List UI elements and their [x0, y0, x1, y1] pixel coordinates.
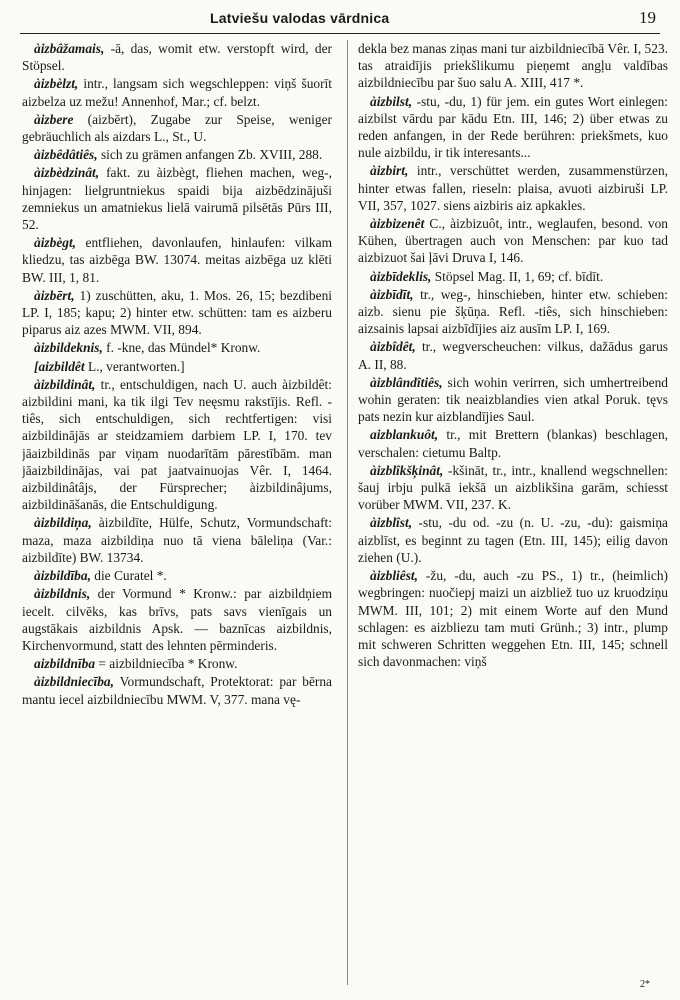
entry-headword: àizbizenêt	[370, 216, 425, 232]
entry-definition: -stu, -du, 1) für jem. ein gutes Wort einlegen: aizbilst vārdu par kādu Etn. III, 146; 2) über etwas zu reden anfangen, in der Rede berühren: priekšmets, kuo nule aizbildu, ir tik interesants...	[358, 93, 668, 161]
entry-headword: àizblîst,	[370, 515, 413, 531]
dictionary-entry	[22, 234, 332, 286]
entry-headword: àizbildinât,	[34, 376, 96, 392]
entry-definition: entfliehen, davonlaufen, hinlaufen: vilkam kliedzu, tas aizbēga BW. 13074. meitas aizbēga uz klēti BW. III, 1, 81.	[22, 235, 332, 285]
entry-headword: àizbīdeklis,	[370, 268, 432, 284]
entry-headword: àizbègt,	[34, 235, 77, 251]
dictionary-entry	[22, 514, 332, 566]
entry-definition: tr., mit Brettern (blankas) beschlagen, verschalen: cietumu Baltp.	[358, 427, 668, 460]
entry-definition: -kšināt, tr., intr., knallend wegschnellen: šauj irbju pulkā iekšā un aizblikšina garām, schiesst vorüber MWM. VII, 237. K.	[358, 462, 668, 513]
entry-definition: -ā, das, womit etw. verstopft wird, der Stöpsel.	[22, 41, 332, 74]
entry-definition: der Vormund * Kronw.: par aizbildņiem iecelt. cilvēks, kas brīvs, pats savs vienīgais un augstākais aizbildnis Apsk. — baznīcas aizbildnis, Kirchenvormund, statt des lehnten pērminderis.	[22, 586, 332, 653]
dictionary-entry	[22, 339, 332, 356]
dictionary-entry	[22, 673, 332, 707]
entry-headword: àizbildība,	[34, 568, 91, 584]
entry-definition: tr., wegverscheuchen: vilkus, dažādus garus A. II, 88.	[358, 339, 668, 372]
dictionary-entry	[22, 655, 332, 672]
entry-headword: àizbliêst,	[370, 568, 418, 584]
left-column	[22, 40, 332, 985]
dictionary-entry	[358, 567, 668, 670]
entry-headword: àizbērt,	[34, 287, 75, 303]
entry-definition: 1) zuschütten, aku, 1. Mos. 26, 15; bezdibeni LP. I, 185; kapu; 2) hinter etw. schütten: tam es aizberu piparus aiz azes MWM. VII, 894.	[22, 287, 332, 338]
entry-headword: àizbildnis,	[34, 586, 91, 602]
signature-mark: 2*	[640, 979, 650, 990]
entry-headword: àizblândîtiês,	[370, 374, 443, 390]
dictionary-entry	[22, 75, 332, 109]
dictionary-entry	[22, 146, 332, 163]
entry-definition: L., verantworten.]	[84, 358, 185, 374]
entry-definition: tr., weg-, hinschieben, hinter etw. schieben: aizb. sienu pie šķūņa. Refl. -tiês, sich hinschieben: aizsainis lapsai aizbīdījies aiz ausīm LP. I, 169.	[358, 286, 668, 337]
entry-headword: àizbildniecība,	[34, 674, 114, 690]
dictionary-entry	[22, 376, 332, 514]
entry-definition: -žu, -du, auch -zu PS., 1) tr., (heimlich) wegbringen: nuočiepj maizi un aizbliež tuo uz kruodziņu MWM. III, 101; 2) mit einem Worte auf den Mund schlagen: es aizbliezu tam muti Grünh.; 3) intr., plump mit schweren Schritten weggehen Etn. III, 145; schnell sich davonmachen: viņš	[358, 568, 668, 670]
entry-definition: C., àizbizuôt, intr., weglaufen, besond. von Kühen, übertragen auch von Menschen: par kuo tad aizbizuot šai ļāvi Druva I, 146.	[358, 216, 668, 266]
entry-definition: intr., verschüttet werden, zusammenstürzen, hinter etwas fallen, rieseln: plaisa, avuoti aizbiruši LP. VII, 357, 1027. siens aizbiris aiz apkakles.	[358, 163, 668, 213]
entry-headword: àizbilst,	[370, 93, 413, 109]
entry-headword: àizbere	[34, 111, 74, 127]
dictionary-entry	[22, 585, 332, 654]
entry-definition: die Curatel *.	[90, 568, 167, 584]
entry-definition: -stu, -du od. -zu (n. U. -zu, -du): gaismiņa aizblīst, es beginnt zu tagen (Etn. III, 145); eilig davon ziehen (U.).	[358, 515, 668, 565]
entry-definition: (aizbērt), Zugabe zur Speise, weniger gebräuchlich als aizdars L., St., U.	[22, 111, 332, 145]
entry-definition: Vormundschaft, Protektorat: par bērna mantu iecel aizbildniecību MWM. V, 377. mana vę-	[22, 674, 332, 707]
entry-headword: àizbîdêt,	[370, 339, 416, 355]
page-header	[0, 6, 680, 32]
dictionary-entry	[358, 286, 668, 338]
dictionary-entry	[358, 462, 668, 514]
entry-definition: dekla bez manas ziņas mani tur aizbildniecībā Vêr. I, 523. tas atraidījis priekšlikumu pieņemt angļu valdības aizbildniecību par šuo salu A. XIII, 417 *.	[358, 41, 668, 91]
entry-definition: Stöpsel Mag. II, 1, 69; cf. bīdīt.	[431, 268, 604, 284]
entry-headword: àizbêdâtiês,	[34, 147, 98, 163]
entry-headword: aizbildnība	[34, 656, 96, 672]
entry-definition: intr., langsam sich wegschleppen: viņš šuorīt aizbelza uz mežu! Annenhof, Mar.; cf. belzt.	[22, 76, 332, 109]
entry-headword: àizbâžamais,	[34, 41, 105, 56]
dictionary-entry	[22, 287, 332, 339]
entry-headword: àizbèlzt,	[34, 76, 79, 92]
entry-headword: [aizbildêt	[34, 358, 85, 374]
entry-headword: àizbildiņa,	[34, 515, 92, 531]
dictionary-entry	[358, 215, 668, 267]
header-rule	[20, 33, 660, 34]
entry-definition: àizbildīte, Hülfe, Schutz, Vormundschaft: maza, maza aizbildiņa nuo tā viena bāleliņa (Var.: aizbildīte) BW. 13734.	[22, 515, 332, 565]
dictionary-entry	[22, 164, 332, 233]
right-column	[358, 40, 668, 985]
entry-definition: sich wohin verirren, sich umhertreibend wohin geraten: tik neaizblandies vien atkal Poruk. tęvs pats nezin kur aizblandījies Saul.	[358, 374, 668, 425]
page-number: 19	[639, 8, 656, 27]
entry-definition: = aizbildniecība * Kronw.	[95, 656, 238, 672]
dictionary-entry	[358, 338, 668, 372]
entry-definition: fakt. zu àizbègt, fliehen machen, weg-, hinjagen: lielgruntniekus spaidi bija aizbēdzinājuši zemniekus un amatniekus lielā vairumā pilsētās Pūrs III, 52.	[22, 165, 332, 233]
dictionary-entry	[358, 374, 668, 426]
dictionary-entry	[22, 111, 332, 145]
entry-headword: aizblankuôt,	[370, 427, 439, 443]
entry-headword: àizbirt,	[370, 163, 409, 179]
column-divider	[347, 40, 348, 985]
dictionary-entry	[358, 162, 668, 214]
entry-headword: àizbèdzinât,	[34, 165, 100, 181]
dictionary-entry	[22, 358, 332, 375]
dictionary-entry	[358, 426, 668, 460]
dictionary-entry	[22, 40, 332, 74]
dictionary-entry	[22, 567, 332, 584]
entry-definition: sich zu grämen anfangen Zb. XVIII, 288.	[97, 147, 323, 163]
dictionary-entry	[358, 514, 668, 566]
entry-definition: f. -kne, das Mündel* Kronw.	[102, 340, 261, 356]
dictionary-entry	[358, 268, 668, 285]
columns	[22, 40, 666, 985]
dictionary-entry	[358, 93, 668, 162]
entry-definition: tr., entschuldigen, nach U. auch àizbildêt: aizbildini mani, ka tik ilgi Tev neęsmu rakstījis. Refl. -tiês, sich entschuldigen, sich rechtfertigen: visi aizbildinājās ar steidzamiem darbiem LP. I, 170. tev jāaizbildinās par viņam nuodarītām pārestībām. man jāaizbildinājas, vai pat jaatvainuojas Vêr. I, 1464. aizbildinâtâjs, der Fürsprecher; àizbildinâjums, aizbildināšanās, die Entschuldigung.	[22, 376, 332, 513]
entry-headword: àizbildeknis,	[34, 340, 103, 356]
dictionary-entry	[358, 40, 668, 92]
entry-headword: àizblîkšķinât,	[370, 462, 444, 478]
running-title: Latviešu valodas vārdnica	[210, 10, 390, 26]
entry-headword: àizbīdīt,	[370, 286, 414, 302]
